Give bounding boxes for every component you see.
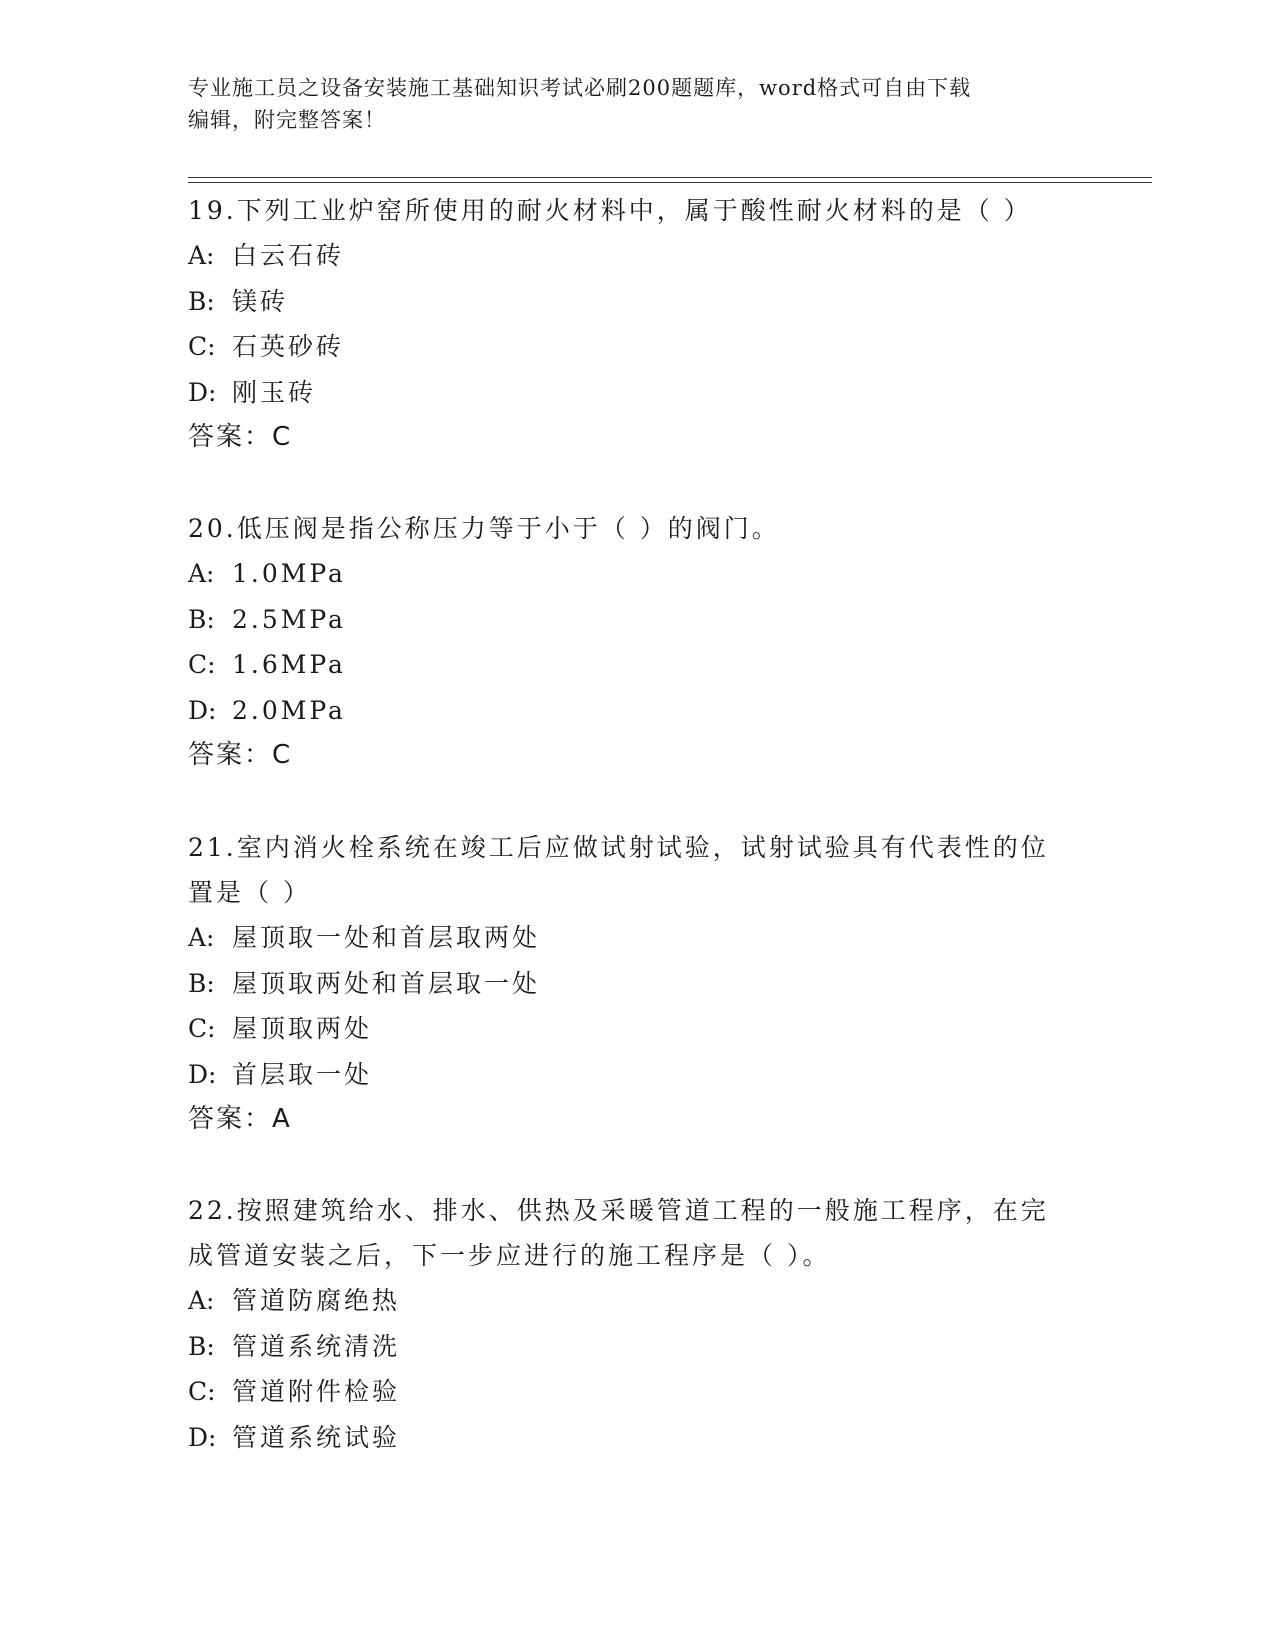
option-letter: D: (188, 1422, 217, 1452)
document-header (188, 72, 1088, 136)
option-text: 2.5MPa (232, 604, 346, 634)
option-text: 管道附件检验 (232, 1377, 401, 1406)
option-text: 管道防腐绝热 (232, 1286, 401, 1315)
option-text: 镁砖 (232, 286, 289, 316)
option-letter: A: (188, 1286, 215, 1315)
answer: 答案：C (188, 740, 293, 770)
option-d (188, 370, 1068, 416)
option-text: 屋顶取两处 (232, 1014, 373, 1043)
option-letter: C: (188, 1014, 216, 1043)
option-letter: C: (188, 650, 216, 679)
option-letter: B: (188, 1331, 215, 1361)
question-stem: 19.下列工业炉窑所使用的耐火材料中，属于酸性耐火材料的是（ ） (188, 196, 1032, 225)
header-divider-top (188, 177, 1152, 178)
option-letter: D: (188, 1059, 217, 1089)
option-a (188, 233, 1068, 279)
question-22 (188, 1188, 1068, 1460)
option-a (188, 1278, 1068, 1324)
option-letter: A: (188, 241, 215, 270)
option-letter: B: (188, 968, 215, 998)
question-21 (188, 825, 1068, 1142)
option-d (188, 688, 1068, 734)
option-c (188, 642, 1068, 688)
option-text: 屋顶取两处和首层取一处 (232, 968, 541, 998)
question-19 (188, 188, 1068, 460)
option-letter: A: (188, 923, 215, 952)
option-text: 2.0MPa (232, 695, 346, 725)
option-text: 首层取一处 (232, 1059, 373, 1089)
option-letter: A: (188, 559, 215, 588)
question-stem: 22.按照建筑给水、排水、供热及采暖管道工程的一般施工程序，在完成管道安装之后，下一步应进行的施工程序是（ ）。 (188, 1196, 1049, 1270)
option-d (188, 1415, 1068, 1461)
option-letter: D: (188, 377, 217, 407)
option-a (188, 915, 1068, 961)
option-b (188, 279, 1068, 325)
option-a (188, 551, 1068, 597)
option-letter: C: (188, 332, 216, 361)
option-b (188, 597, 1068, 643)
answer: 答案：C (188, 422, 293, 452)
option-c (188, 1369, 1068, 1415)
answer: 答案：A (188, 1104, 292, 1134)
question-stem: 20.低压阀是指公称压力等于小于（ ）的阀门。 (188, 514, 780, 543)
question-stem: 21.室内消火栓系统在竣工后应做试射试验，试射试验具有代表性的位置是（ ） (188, 833, 1049, 907)
option-text: 白云石砖 (232, 241, 345, 270)
option-text: 1.6MPa (232, 650, 346, 679)
option-b (188, 961, 1068, 1007)
option-text: 屋顶取一处和首层取两处 (232, 923, 541, 952)
option-letter: B: (188, 286, 215, 316)
option-letter: B: (188, 604, 215, 634)
header-divider-bottom (188, 182, 1152, 183)
option-c (188, 324, 1068, 370)
header-title-line-2: 编辑，附完整答案！ (188, 108, 386, 132)
option-text: 管道系统试验 (232, 1422, 401, 1452)
option-text: 石英砂砖 (232, 332, 345, 361)
question-20 (188, 506, 1068, 778)
option-b (188, 1324, 1068, 1370)
option-c (188, 1006, 1068, 1052)
option-text: 1.0MPa (232, 559, 346, 588)
option-text: 刚玉砖 (232, 377, 317, 407)
option-d (188, 1052, 1068, 1098)
header-title-line-1: 专业施工员之设备安装施工基础知识考试必刷200题题库，word格式可自由下载 (188, 76, 972, 100)
option-text: 管道系统清洗 (232, 1331, 401, 1361)
option-letter: C: (188, 1377, 216, 1406)
option-letter: D: (188, 695, 217, 725)
